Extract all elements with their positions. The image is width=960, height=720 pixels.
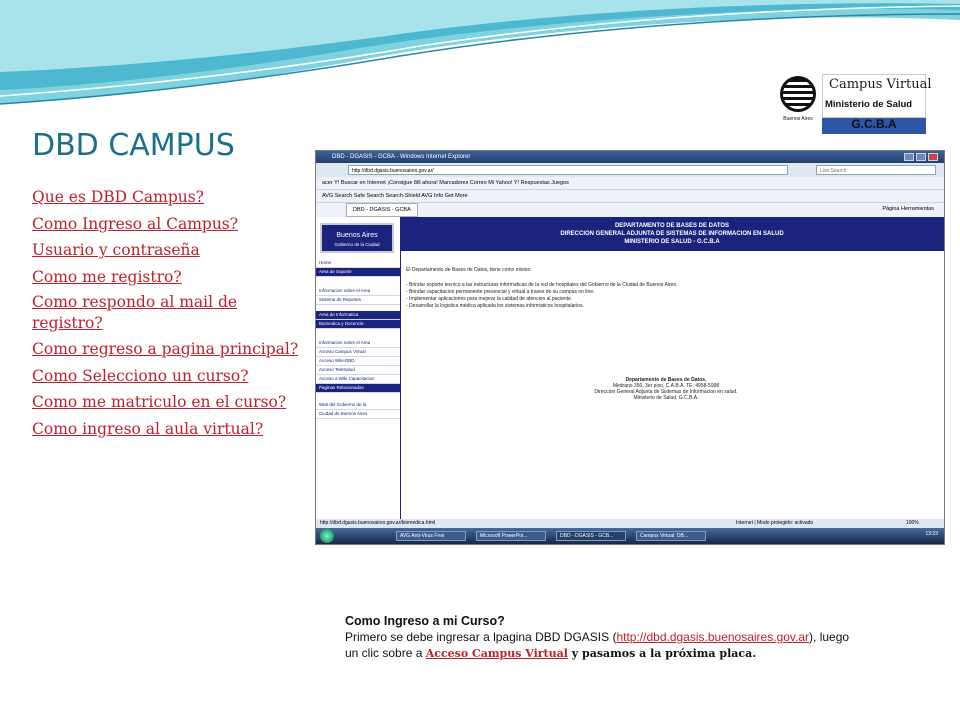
site-banner	[400, 217, 944, 251]
caption-line-2	[345, 645, 925, 662]
mission-item: - Desarrollar la logistica médica aplicada los sistemas informaticos hospitalarios.	[406, 303, 584, 309]
link-que-es-dbd-campus[interactable]: Que es DBD Campus?	[32, 188, 204, 206]
acceso-campus-virtual-link[interactable]: Acceso Campus Virtual	[425, 647, 568, 660]
caption-line2-prefix: un clic sobre a	[345, 646, 426, 660]
menu-item[interactable]: Web del Gobierno de la	[316, 401, 400, 410]
taskbar-item[interactable]: DBD - DGASIS - GCB...	[556, 531, 626, 541]
browser-statusbar	[316, 519, 944, 528]
address-line: Departamento de Bases de Datos.	[625, 377, 707, 383]
maximize-icon[interactable]	[916, 153, 926, 161]
address-input[interactable]: http://dbd.dgasis.buenosaires.gov.ar/	[348, 165, 788, 175]
menu-item[interactable]: Sistema de Reportes	[316, 296, 400, 305]
avg-toolbar-text: AVG Search Safe Search Search-Shield AVG Info Get More	[322, 193, 468, 199]
taskbar-clock: 13:23	[925, 531, 938, 537]
campus-virtual-logo	[776, 74, 932, 134]
link-como-selecciono-curso[interactable]: Como Selecciono un curso?	[32, 366, 249, 385]
taskbar-item[interactable]: AVG Anti-Virus Free	[396, 531, 466, 541]
banner-line: DIRECCION GENERAL ADJUNTA DE SISTEMAS DE INFORMACION EN SALUD	[560, 231, 784, 237]
live-search-input[interactable]: Live Search	[816, 165, 936, 175]
caption-block	[345, 613, 925, 662]
menu-item[interactable]: Informacion sobre el Area	[316, 339, 400, 348]
logo-line-3: G.C.B.A	[851, 117, 897, 131]
site-sidebar	[316, 217, 401, 519]
menu-item[interactable]: Acceso TeleSalud	[316, 366, 400, 375]
mission-text	[406, 267, 926, 310]
caption-line2-suffix: y pasamos a la próxima placa.	[567, 647, 757, 660]
address-line: Ministerio de Salud, G.C.B.A.	[633, 395, 699, 401]
menu-header: Biomedica y Docencia	[316, 320, 400, 329]
close-icon[interactable]	[928, 153, 938, 161]
status-zone: Internet | Modo protegido: activado	[736, 520, 814, 526]
department-address	[516, 377, 816, 401]
address-line: Direccion General Adjunta de Sistemas de Informacion en salud.	[594, 389, 738, 395]
menu-item[interactable]: Ciudad de Buenos Aires	[316, 410, 400, 419]
address-bar-row	[316, 163, 944, 177]
site-logo-subtitle: Gobierno de la Ciudad	[334, 242, 380, 247]
site-logo-title: Buenos Aires	[336, 232, 378, 239]
link-como-ingreso-al-campus[interactable]: Como Ingreso al Campus?	[32, 214, 239, 233]
mission-item: - Brindar soporte tecnico a las estructuras informaticas de la red de hospitales del Gobierno de la Ciudad de Buenos Aires.	[406, 282, 678, 288]
link-como-me-registro[interactable]: Como me registro?	[32, 267, 182, 286]
menu-header: Paginas Relacionadas	[316, 384, 400, 393]
taskbar-item[interactable]: Campus Virtual: DB...	[636, 531, 706, 541]
menu-item[interactable]: Acceso Wiki-DBD	[316, 357, 400, 366]
caption-heading: Como Ingreso a mi Curso?	[345, 614, 505, 628]
slide-title: DBD CAMPUS	[32, 128, 235, 163]
campus-virtual-badge	[822, 74, 932, 134]
browser-tab[interactable]: DBD - DGASIS - GCBA	[346, 203, 418, 217]
yahoo-toolbar	[316, 177, 944, 190]
logo-line-2: Ministerio de Salud	[825, 99, 913, 110]
windows-taskbar	[316, 528, 944, 544]
link-usuario-y-contrasena[interactable]: Usuario y contraseña	[32, 241, 200, 259]
mission-item: - Implementar aplicaciones para mejorar la calidad de atencion al paciente.	[406, 296, 573, 302]
dbd-url-link[interactable]: http://dbd.dgasis.buenosaires.gov.ar	[616, 630, 810, 644]
logo-line-1: Campus Virtual	[829, 77, 932, 92]
banner-line: DEPARTAMENTO DE BASES DE DATOS	[614, 223, 730, 229]
taskbar-item[interactable]: Microsoft PowerPoi...	[476, 531, 546, 541]
page-tools-menu[interactable]: Página Herramientas	[882, 206, 934, 212]
faq-link-list	[32, 184, 307, 442]
menu-header: Area de Soporte	[316, 268, 400, 277]
caption-line-1	[345, 629, 925, 645]
seal-caption: Buenos Aires	[783, 116, 813, 122]
yahoo-toolbar-text: acer Y! Buscar en Internet ¡Consigue 8ill ahora! Marcadores Correo Mi Yahoo! Y! Respuestas Juegos	[322, 180, 569, 186]
menu-header: Area de Informatica	[316, 311, 400, 320]
minimize-icon[interactable]	[904, 153, 914, 161]
link-como-regreso-pagina-principal[interactable]: Como regreso a pagina principal?	[32, 340, 299, 358]
menu-item-acceso-campus-virtual[interactable]: Acceso Campus Virtual	[316, 348, 400, 357]
mission-intro: El Departamento de Bases de Datos, tiene como mision:	[406, 267, 532, 273]
address-line: Medrano 350, 3er piso, C.A.B.A. TE: 4958-5998	[612, 383, 720, 389]
start-button-icon[interactable]	[320, 529, 334, 543]
menu-item[interactable]: Home	[316, 259, 400, 268]
status-zoom[interactable]: 100%	[906, 520, 919, 526]
caption-text-after: ), luego	[809, 630, 850, 644]
web-page-content	[316, 217, 944, 519]
tab-row	[316, 203, 944, 218]
link-como-me-matriculo[interactable]: Como me matriculo en el curso?	[32, 393, 287, 411]
banner-line: MINISTERIO DE SALUD - G.C.B.A	[624, 239, 720, 245]
site-menu	[316, 259, 400, 419]
browser-screenshot	[315, 150, 945, 545]
buenos-aires-seal-icon	[776, 74, 820, 134]
link-como-ingreso-aula-virtual[interactable]: Como ingreso al aula virtual?	[32, 419, 264, 438]
menu-item[interactable]: Informacion sobre el Area	[316, 287, 400, 296]
status-url: http://dbd.dgasis.buenosaires.gov.ar/biomedica.html	[320, 520, 436, 526]
window-titlebar: DBD - DGASIS - GCBA - Windows Internet Explorer	[316, 151, 944, 163]
menu-item[interactable]: Acceso a Wiki Capacitacion	[316, 375, 400, 384]
site-logo	[320, 223, 394, 253]
caption-text-before: Primero se debe ingresar a lpagina DBD DGASIS (	[345, 630, 617, 644]
link-como-respondo-mail[interactable]: Como respondo al mail de registro?	[32, 293, 238, 332]
avg-toolbar	[316, 190, 944, 203]
mission-item: - Brindar capacitacion permanente presencial y virtual a traves de su campus on line.	[406, 289, 595, 295]
